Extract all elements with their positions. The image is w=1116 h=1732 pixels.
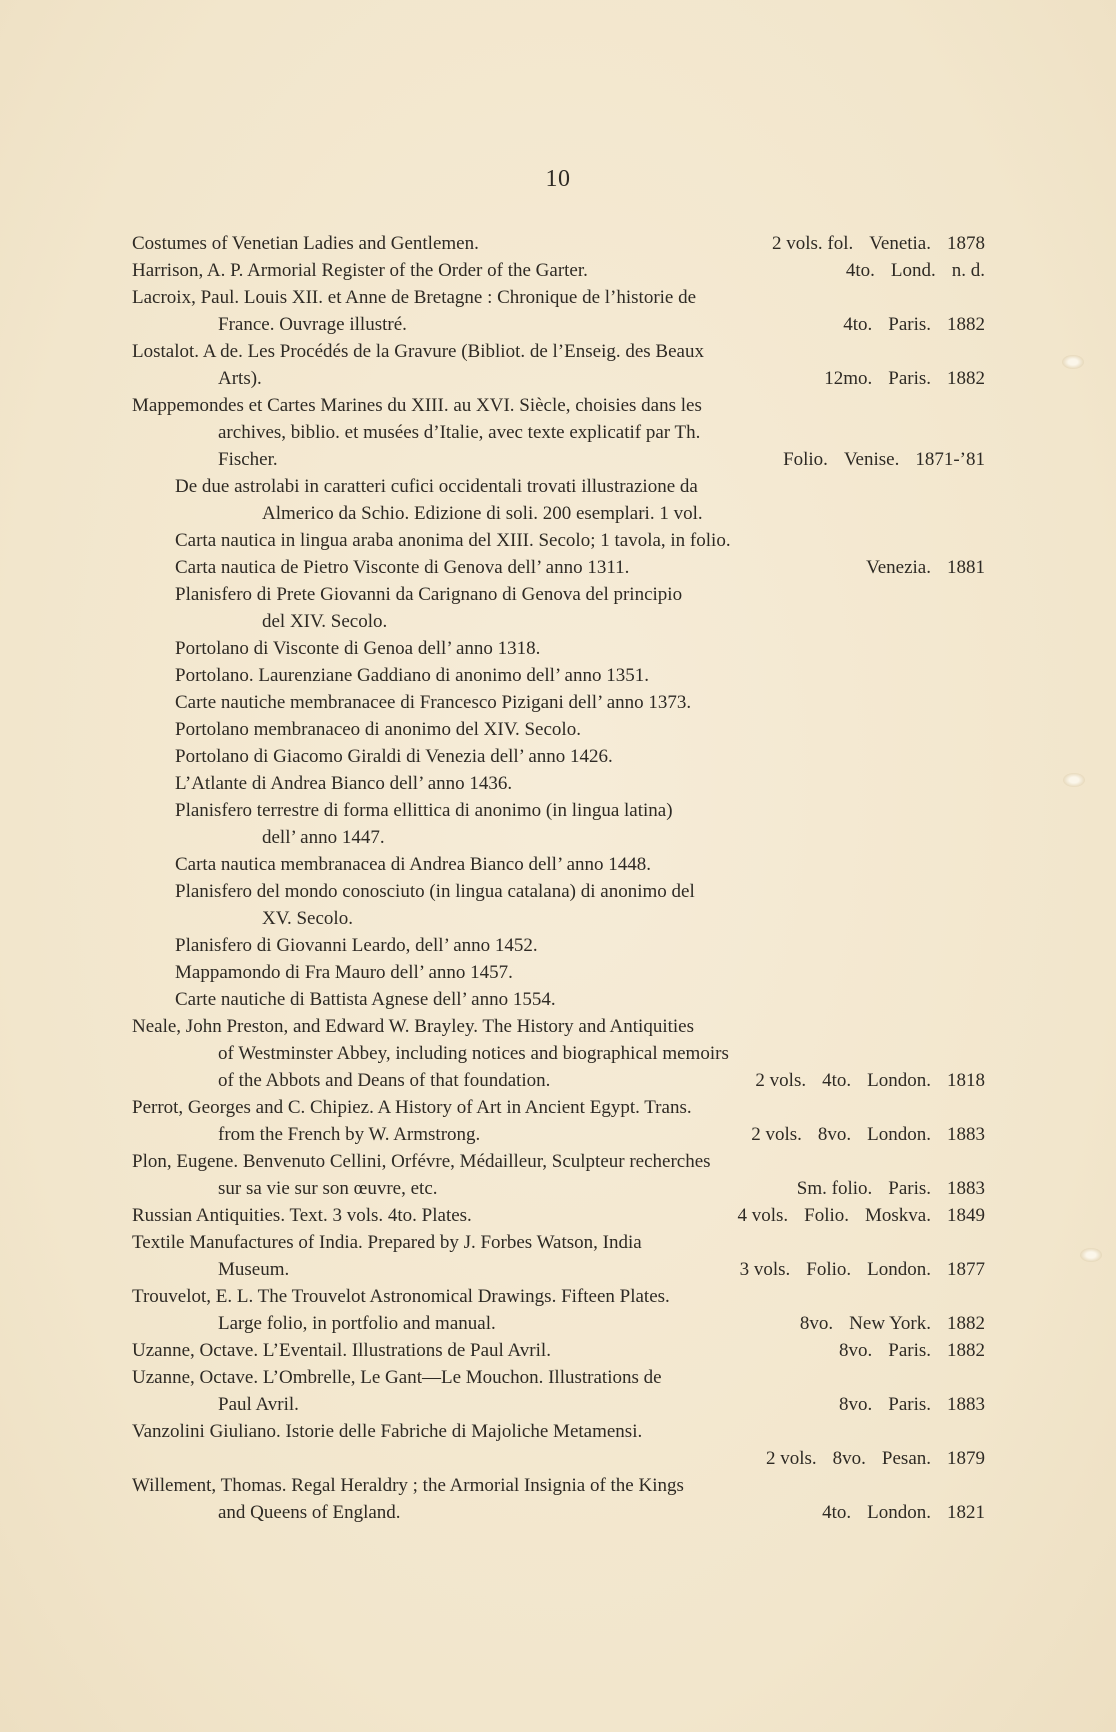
- sub-entry-line: [0, 878, 1116, 905]
- continuation-line: [0, 824, 1116, 851]
- entry-line: [0, 1013, 1116, 1040]
- entry-text: France. Ouvrage illustré.: [218, 314, 407, 335]
- imprint-details: [739, 1067, 985, 1094]
- entry-text: Carte nautiche di Battista Agnese dell’ anno 1554.: [175, 989, 556, 1010]
- entry-line: [0, 1337, 1116, 1364]
- entry-text: Uzanne, Octave. L’Ombrelle, Le Gant—Le Mouchon. Illustrations de: [132, 1367, 662, 1388]
- entry-line: [0, 392, 1116, 419]
- imprint-details: [823, 1337, 985, 1364]
- entry-line: [0, 1364, 1116, 1391]
- imprint-field: 8vo.: [839, 1340, 873, 1361]
- continuation-line: [0, 1256, 1116, 1283]
- imprint-field: Paris.: [888, 368, 931, 389]
- entry-text: Neale, John Preston, and Edward W. Brayley. The History and Antiquities: [132, 1016, 694, 1037]
- publication-year: 1821: [947, 1502, 985, 1523]
- imprint-field: 4to.: [845, 260, 875, 281]
- entry-text: Vanzolini Giuliano. Istorie delle Fabriche di Majoliche Metamensi.: [132, 1421, 643, 1442]
- imprint-field: Folio.: [806, 1259, 852, 1280]
- imprint-field: 2 vols.: [751, 1124, 802, 1145]
- imprint-field: Paris.: [888, 1340, 931, 1361]
- imprint-details: [724, 1256, 985, 1283]
- entry-text: Portolano. Laurenziane Gaddiano di anonimo dell’ anno 1351.: [175, 665, 649, 686]
- entry-text: Paul Avril.: [218, 1394, 299, 1415]
- imprint-field: Folio.: [804, 1205, 850, 1226]
- imprint-details: [781, 1175, 985, 1202]
- entry-line: [0, 1148, 1116, 1175]
- sub-entry-line: [0, 770, 1116, 797]
- imprint-field: Venetia.: [869, 233, 931, 254]
- imprint-field: Folio.: [783, 449, 828, 470]
- entry-text: sur sa vie sur son œuvre, etc.: [218, 1178, 438, 1199]
- entry-text: Carta nautica de Pietro Visconte di Genova dell’ anno 1311.: [175, 557, 630, 578]
- imprint-field: London.: [867, 1124, 931, 1145]
- continuation-line: [0, 608, 1116, 635]
- continuation-line: [0, 1067, 1116, 1094]
- entry-line: [0, 338, 1116, 365]
- entry-text: del XIV. Secolo.: [262, 611, 388, 632]
- sub-entry-line: [0, 986, 1116, 1013]
- imprint-field: 4to.: [843, 314, 873, 335]
- entry-text: Planisfero di Prete Giovanni da Carignano di Genova del principio: [175, 584, 683, 605]
- sub-entry-line: [0, 743, 1116, 770]
- publication-year: 1881: [947, 557, 985, 578]
- imprint-details: [830, 257, 985, 284]
- entry-line: [0, 1094, 1116, 1121]
- imprint-details: [850, 554, 985, 581]
- imprint-field: Venise.: [843, 449, 900, 470]
- entry-text: Harrison, A. P. Armorial Register of the Order of the Garter.: [132, 260, 588, 281]
- publication-year: n. d.: [951, 260, 985, 281]
- publication-year: 1882: [947, 1340, 985, 1361]
- continuation-line: [0, 500, 1116, 527]
- continuation-line: [0, 1391, 1116, 1418]
- continuation-line: [0, 1175, 1116, 1202]
- entry-text: Large folio, in portfolio and manual.: [218, 1313, 496, 1334]
- entry-text: Lacroix, Paul. Louis XII. et Anne de Bretagne : Chronique de l’historie de: [132, 287, 697, 308]
- entry-text: Fischer.: [218, 449, 278, 470]
- page-number: 10: [545, 166, 571, 192]
- entry-text: Costumes of Venetian Ladies and Gentlemen.: [132, 233, 479, 254]
- publication-year: 1883: [947, 1394, 985, 1415]
- sub-entry-line: [0, 797, 1116, 824]
- publication-year: 1883: [947, 1124, 985, 1145]
- continuation-line: [0, 905, 1116, 932]
- continuation-line: [0, 1499, 1116, 1526]
- entry-line: [0, 1472, 1116, 1499]
- entry-text: Perrot, Georges and C. Chipiez. A History of Art in Ancient Egypt. Trans.: [132, 1097, 692, 1118]
- imprint-field: London.: [867, 1259, 931, 1280]
- sub-entry-line: [0, 662, 1116, 689]
- imprint-details: [735, 1121, 985, 1148]
- imprint-field: London.: [867, 1070, 931, 1091]
- entry-text: from the French by W. Armstrong.: [218, 1124, 481, 1145]
- imprint-details: [808, 365, 985, 392]
- entry-text: Russian Antiquities. Text. 3 vols. 4to. Plates.: [132, 1205, 472, 1226]
- sub-entry-line: [0, 716, 1116, 743]
- sub-entry-line: [0, 959, 1116, 986]
- imprint-field: Paris.: [888, 1394, 931, 1415]
- imprint-field: 4 vols.: [737, 1205, 789, 1226]
- entry-text: Carta nautica in lingua araba anonima del XIII. Secolo; 1 tavola, in folio.: [175, 530, 731, 551]
- publication-year: 1878: [947, 233, 985, 254]
- imprint-field: Paris.: [888, 314, 931, 335]
- entry-text: Museum.: [218, 1259, 290, 1280]
- publication-year: 1849: [947, 1205, 985, 1226]
- imprint-details: [756, 230, 985, 257]
- imprint-field: Venezia.: [866, 557, 931, 578]
- imprint-field: 2 vols. fol.: [771, 233, 854, 254]
- imprint-field: 8vo.: [817, 1124, 852, 1145]
- sub-entry-line: [0, 554, 1116, 581]
- entry-text: of Westminster Abbey, including notices and biographical memoirs: [218, 1043, 729, 1064]
- entry-text: Plon, Eugene. Benvenuto Cellini, Orfévre, Médailleur, Sculpteur recherches: [132, 1151, 711, 1172]
- entry-text: Willement, Thomas. Regal Heraldry ; the Armorial Insignia of the Kings: [132, 1475, 684, 1496]
- entry-text: De due astrolabi in caratteri cufici occidentali trovati illustrazione da: [175, 476, 698, 497]
- entry-text: Planisfero terrestre di forma ellittica di anonimo (in lingua latina): [175, 800, 673, 821]
- imprint-details: [767, 446, 985, 473]
- continuation-line: [0, 1445, 1116, 1472]
- sub-entry-line: [0, 581, 1116, 608]
- entry-text: Mappamondo di Fra Mauro dell’ anno 1457.: [175, 962, 513, 983]
- imprint-field: New York.: [849, 1313, 931, 1334]
- imprint-field: London.: [867, 1502, 931, 1523]
- entry-line: [0, 1418, 1116, 1445]
- entry-text: Almerico da Schio. Edizione di soli. 200 esemplari. 1 vol.: [262, 503, 703, 524]
- imprint-field: 8vo.: [832, 1448, 866, 1469]
- imprint-details: [784, 1310, 985, 1337]
- imprint-details: [750, 1445, 985, 1472]
- entry-text: Lostalot. A de. Les Procédés de la Gravure (Bibliot. de l’Enseig. des Beaux: [132, 341, 704, 362]
- entry-text: Trouvelot, E. L. The Trouvelot Astronomical Drawings. Fifteen Plates.: [132, 1286, 670, 1307]
- continuation-line: [0, 1121, 1116, 1148]
- entry-text: dell’ anno 1447.: [262, 827, 385, 848]
- continuation-line: [0, 1310, 1116, 1337]
- sub-entry-line: [0, 851, 1116, 878]
- imprint-field: Moskva.: [865, 1205, 931, 1226]
- imprint-details: [721, 1202, 985, 1229]
- entry-text: Uzanne, Octave. L’Eventail. Illustrations de Paul Avril.: [132, 1340, 551, 1361]
- imprint-field: Sm. folio.: [796, 1178, 873, 1199]
- sub-entry-line: [0, 527, 1116, 554]
- entry-text: and Queens of England.: [218, 1502, 401, 1523]
- entry-text: Planisfero del mondo conosciuto (in lingua catalana) di anonimo del: [175, 881, 695, 902]
- entry-text: Portolano di Giacomo Giraldi di Venezia dell’ anno 1426.: [175, 746, 613, 767]
- publication-year: 1879: [947, 1448, 985, 1469]
- continuation-line: [0, 365, 1116, 392]
- publication-year: 1883: [947, 1178, 985, 1199]
- imprint-details: [827, 311, 985, 338]
- imprint-field: 12mo.: [824, 368, 873, 389]
- entry-line: [0, 1229, 1116, 1256]
- imprint-field: 4to.: [822, 1502, 852, 1523]
- entry-line: [0, 1283, 1116, 1310]
- entry-text: Textile Manufactures of India. Prepared by J. Forbes Watson, India: [132, 1232, 642, 1253]
- imprint-field: Paris.: [888, 1178, 931, 1199]
- imprint-details: [806, 1499, 985, 1526]
- continuation-line: [0, 1040, 1116, 1067]
- imprint-field: 3 vols.: [739, 1259, 791, 1280]
- publication-year: 1882: [947, 1313, 985, 1334]
- imprint-details: [823, 1391, 985, 1418]
- publication-year: 1882: [947, 314, 985, 335]
- continuation-line: [0, 446, 1116, 473]
- imprint-field: 2 vols.: [765, 1448, 817, 1469]
- continuation-line: [0, 419, 1116, 446]
- entry-line: [0, 230, 1116, 257]
- entry-text: L’Atlante di Andrea Bianco dell’ anno 1436.: [175, 773, 513, 794]
- sub-entry-line: [0, 635, 1116, 662]
- sub-entry-line: [0, 473, 1116, 500]
- entry-text: Planisfero di Giovanni Leardo, dell’ anno 1452.: [175, 935, 538, 956]
- imprint-field: 8vo.: [839, 1394, 873, 1415]
- entry-text: of the Abbots and Deans of that foundation.: [218, 1070, 551, 1091]
- imprint-field: 4to.: [822, 1070, 852, 1091]
- entry-line: [0, 1202, 1116, 1229]
- sub-entry-line: [0, 932, 1116, 959]
- entry-text: Portolano di Visconte di Genoa dell’ anno 1318.: [175, 638, 541, 659]
- continuation-line: [0, 311, 1116, 338]
- sub-entry-line: [0, 689, 1116, 716]
- entry-text: XV. Secolo.: [262, 908, 353, 929]
- entry-text: Portolano membranaceo di anonimo del XIV. Secolo.: [175, 719, 581, 740]
- imprint-field: Lond.: [890, 260, 936, 281]
- entry-text: Carte nautiche membranacee di Francesco Pizigani dell’ anno 1373.: [175, 692, 692, 713]
- publication-year: 1877: [947, 1259, 985, 1280]
- entry-text: Carta nautica membranacea di Andrea Bianco dell’ anno 1448.: [175, 854, 652, 875]
- publication-year: 1871-’81: [915, 449, 985, 470]
- entry-text: Arts).: [218, 368, 262, 389]
- entry-line: [0, 284, 1116, 311]
- entry-text: archives, biblio. et musées d’Italie, avec texte explicatif par Th.: [218, 422, 701, 443]
- imprint-field: Pesan.: [881, 1448, 931, 1469]
- imprint-field: 2 vols.: [755, 1070, 807, 1091]
- publication-year: 1818: [947, 1070, 985, 1091]
- imprint-field: 8vo.: [799, 1313, 834, 1334]
- entry-text: Mappemondes et Cartes Marines du XIII. au XVI. Siècle, choisies dans les: [132, 395, 702, 416]
- publication-year: 1882: [947, 368, 985, 389]
- entry-line: [0, 257, 1116, 284]
